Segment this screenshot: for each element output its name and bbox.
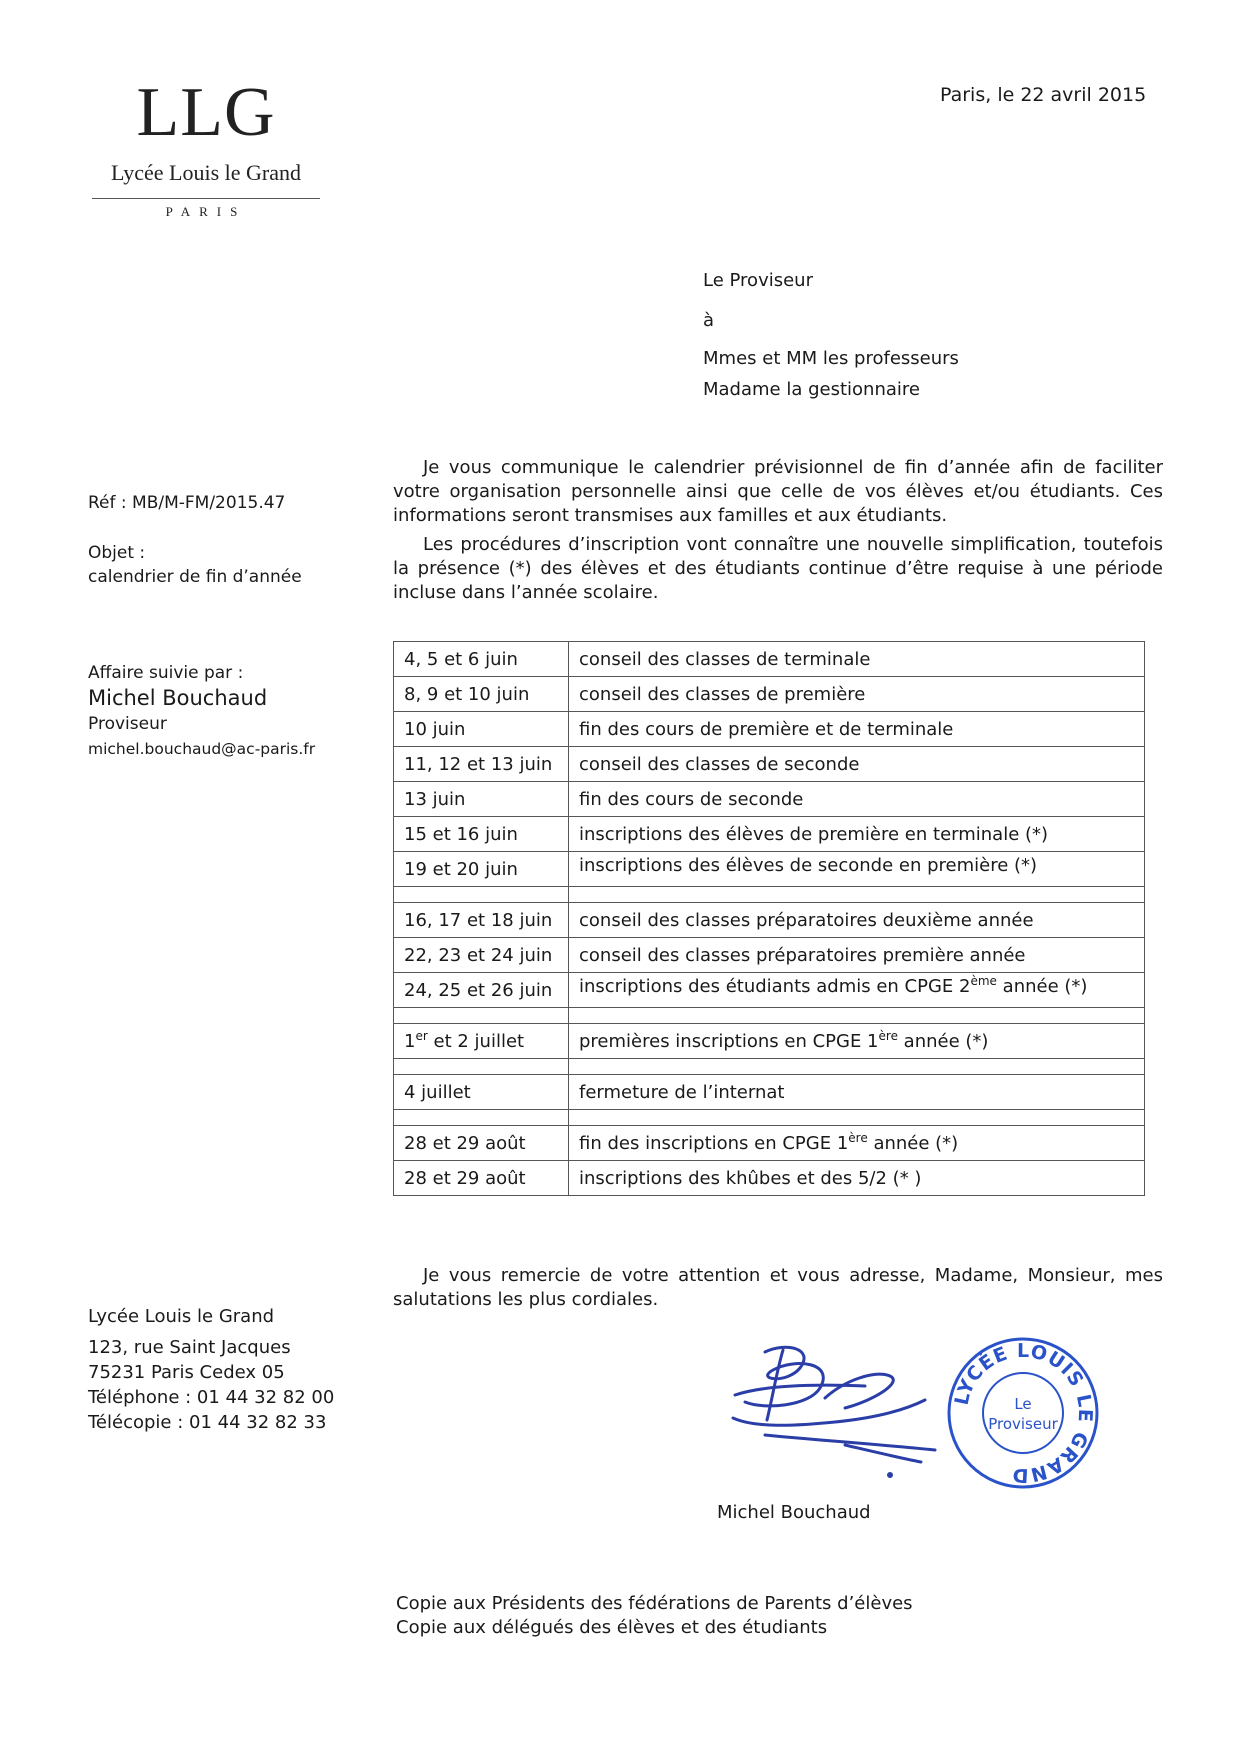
calendar-date: 1er et 2 juillet bbox=[394, 1024, 569, 1059]
procedure-paragraph: Les procédures d’inscription vont connaître une nouvelle simplification, toutefois la présence (*) des élèves et des étudiants continue d’être requise à une période incluse dans l’année scolaire. bbox=[393, 534, 1163, 603]
subject-label: Objet : bbox=[88, 543, 146, 563]
table-row bbox=[394, 852, 1145, 887]
handled-by-label: Affaire suivie par : bbox=[88, 663, 244, 683]
handwritten-signature bbox=[725, 1340, 955, 1480]
table-row bbox=[394, 747, 1145, 782]
calendar-event: conseil des classes de première bbox=[569, 677, 1145, 712]
calendar-event: fin des cours de seconde bbox=[569, 782, 1145, 817]
calendar-date: 11, 12 et 13 juin bbox=[394, 747, 569, 782]
calendar-date: 16, 17 et 18 juin bbox=[394, 903, 569, 938]
letter-date: Paris, le 22 avril 2015 bbox=[940, 84, 1147, 106]
table-row bbox=[394, 973, 1145, 1008]
logo-name: Lycée Louis le Grand bbox=[111, 160, 301, 185]
calendar-date: 15 et 16 juin bbox=[394, 817, 569, 852]
recipient-to: à bbox=[703, 310, 715, 331]
calendar-table bbox=[393, 641, 1145, 1196]
calendar-date: 24, 25 et 26 juin bbox=[394, 973, 569, 1008]
calendar-event: conseil des classes de seconde bbox=[569, 747, 1145, 782]
handled-by-name: Michel Bouchaud bbox=[88, 686, 268, 710]
calendar-date: 4 juillet bbox=[394, 1075, 569, 1110]
table-row bbox=[394, 1024, 1145, 1059]
calendar-date: 8, 9 et 10 juin bbox=[394, 677, 569, 712]
school-city: 75231 Paris Cedex 05 bbox=[88, 1362, 285, 1383]
handled-by-email[interactable]: michel.bouchaud@ac-paris.fr bbox=[88, 740, 316, 758]
table-row bbox=[394, 642, 1145, 677]
calendar-event: conseil des classes de terminale bbox=[569, 642, 1145, 677]
calendar-date: 4, 5 et 6 juin bbox=[394, 642, 569, 677]
calendar-event: conseil des classes préparatoires deuxième année bbox=[569, 903, 1145, 938]
svg-text:LYCÉE LOUIS LE GRAND bbox=[951, 1340, 1097, 1486]
calendar-date: 13 juin bbox=[394, 782, 569, 817]
calendar-date: 19 et 20 juin bbox=[394, 852, 569, 887]
table-row bbox=[394, 1161, 1145, 1196]
calendar-event: inscriptions des khûbes et des 5/2 (* ) bbox=[569, 1161, 1145, 1196]
reference: Réf : MB/M-FM/2015.47 bbox=[88, 493, 286, 513]
calendar-event: inscriptions des élèves de première en terminale (*) bbox=[569, 817, 1145, 852]
calendar-event: inscriptions des élèves de seconde en première (*) bbox=[569, 852, 1145, 887]
logo-city: PARIS bbox=[165, 204, 247, 219]
calendar-date: 10 juin bbox=[394, 712, 569, 747]
stamp-center-2: Proviseur bbox=[988, 1415, 1058, 1433]
intro-paragraph: Je vous communique le calendrier prévisionnel de fin d’année afin de faciliter votre organisation personnelle ainsi que celle de vos élèves et/ou étudiants. Ces informations seront transmises aux familles et aux étudiants. bbox=[393, 457, 1163, 526]
official-stamp bbox=[943, 1333, 1103, 1493]
table-row bbox=[394, 817, 1145, 852]
school-name: Lycée Louis le Grand bbox=[88, 1306, 275, 1327]
calendar-event: premières inscriptions en CPGE 1ère année (*) bbox=[569, 1024, 1145, 1059]
subject-value: calendrier de fin d’année bbox=[88, 567, 302, 587]
calendar-date: 28 et 29 août bbox=[394, 1126, 569, 1161]
logo-initials: LLG bbox=[136, 74, 276, 151]
calendar-date: 28 et 29 août bbox=[394, 1161, 569, 1196]
table-row bbox=[394, 903, 1145, 938]
table-spacer-row bbox=[394, 1110, 1145, 1126]
table-row bbox=[394, 782, 1145, 817]
table-row bbox=[394, 1126, 1145, 1161]
calendar-event: conseil des classes préparatoires première année bbox=[569, 938, 1145, 973]
stamp-center-1: Le bbox=[1014, 1395, 1032, 1413]
table-spacer-row bbox=[394, 1008, 1145, 1024]
table-row bbox=[394, 712, 1145, 747]
signatory-name: Michel Bouchaud bbox=[717, 1502, 871, 1523]
table-spacer-row bbox=[394, 1059, 1145, 1075]
handled-by-role: Proviseur bbox=[88, 714, 167, 734]
school-phone: Téléphone : 01 44 32 82 00 bbox=[88, 1387, 335, 1408]
table-row bbox=[394, 938, 1145, 973]
recipient-line-2: Madame la gestionnaire bbox=[703, 379, 920, 400]
closing-paragraph: Je vous remercie de votre attention et vous adresse, Madame, Monsieur, mes salutations les plus cordiales. bbox=[393, 1265, 1163, 1310]
calendar-event: fin des inscriptions en CPGE 1ère année (*) bbox=[569, 1126, 1145, 1161]
school-fax: Télécopie : 01 44 32 82 33 bbox=[88, 1412, 327, 1433]
table-row bbox=[394, 1075, 1145, 1110]
copy-line-1: Copie aux Présidents des fédérations de Parents d’élèves bbox=[396, 1593, 913, 1614]
copy-line-2: Copie aux délégués des élèves et des étudiants bbox=[396, 1617, 828, 1638]
recipient-line-1: Mmes et MM les professeurs bbox=[703, 348, 959, 369]
table-spacer-row bbox=[394, 887, 1145, 903]
logo-divider bbox=[92, 198, 320, 199]
calendar-event: fin des cours de première et de terminale bbox=[569, 712, 1145, 747]
calendar-event: inscriptions des étudiants admis en CPGE 2ème année (*) bbox=[569, 973, 1145, 1008]
calendar-date: 22, 23 et 24 juin bbox=[394, 938, 569, 973]
calendar-event: fermeture de l’internat bbox=[569, 1075, 1145, 1110]
stamp-ring-text: LYCÉE LOUIS LE GRAND bbox=[950, 1339, 1097, 1487]
school-street: 123, rue Saint Jacques bbox=[88, 1337, 291, 1358]
table-row bbox=[394, 677, 1145, 712]
recipient-from: Le Proviseur bbox=[703, 270, 813, 291]
